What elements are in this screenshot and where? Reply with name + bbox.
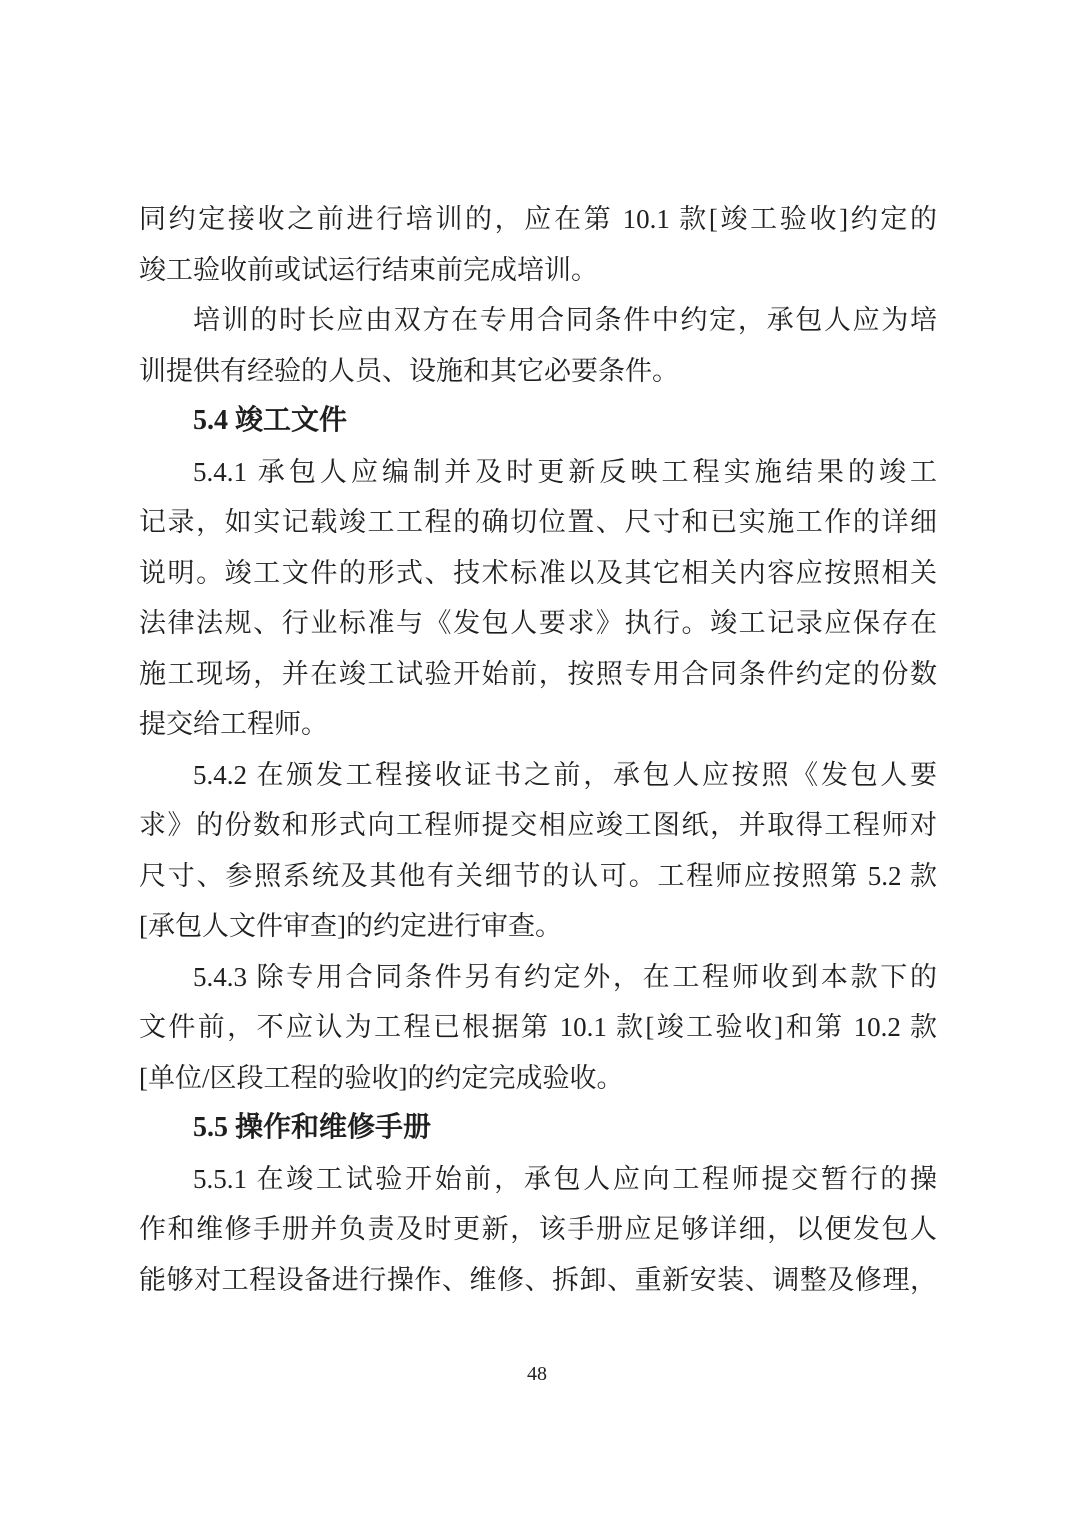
text-line: 提交给工程师。 — [139, 709, 328, 739]
document-body — [139, 194, 937, 1305]
section-heading: 5.4 竣工文件 — [193, 405, 348, 436]
text-line: 法律法规、行业标准与《发包人要求》执行。竣工记录应保存在 — [139, 608, 937, 638]
paragraph — [139, 1154, 937, 1306]
text-line: 能够对工程设备进行操作、维修、拆卸、重新安装、调整及修理， — [139, 1264, 937, 1295]
section-heading: 5.5 操作和维修手册 — [193, 1112, 432, 1143]
paragraph — [139, 447, 937, 750]
text-line: 培训的时长应由双方在专用合同条件中约定，承包人应为培 — [193, 305, 937, 335]
text-line: [承包人文件审查]的约定进行审查。 — [139, 911, 562, 941]
text-line: [单位/区段工程的验收]的约定完成验收。 — [139, 1062, 624, 1093]
text-line: 5.4.3 除专用合同条件另有约定外，在工程师收到本款下的 — [193, 961, 937, 992]
text-line: 5.4.1 承包人应编制并及时更新反映工程实施结果的竣工 — [193, 456, 937, 487]
text-line: 同约定接收之前进行培训的，应在第 10.1 款[竣工验收]约定的 — [139, 204, 937, 234]
paragraph — [139, 952, 937, 1104]
text-line: 文件前，不应认为工程已根据第 10.1 款[竣工验收]和第 10.2 款 — [139, 1012, 937, 1042]
text-line: 施工现场，并在竣工试验开始前，按照专用合同条件约定的份数 — [139, 658, 937, 689]
text-line: 5.4.2 在颁发工程接收证书之前，承包人应按照《发包人要 — [193, 759, 937, 790]
paragraph — [139, 750, 937, 952]
text-line: 作和维修手册并负责及时更新，该手册应足够详细，以便发包人 — [139, 1214, 937, 1244]
text-line: 记录，如实记载竣工工程的确切位置、尺寸和已实施工作的详细 — [139, 507, 937, 537]
text-line: 竣工验收前或试运行结束前完成培训。 — [139, 254, 598, 285]
text-line: 尺寸、参照系统及其他有关细节的认可。工程师应按照第 5.2 款 — [139, 860, 937, 891]
paragraph — [139, 295, 937, 396]
page-number: 48 — [527, 1363, 547, 1385]
text-line: 5.5.1 在竣工试验开始前，承包人应向工程师提交暂行的操 — [193, 1163, 937, 1194]
text-line: 说明。竣工文件的形式、技术标准以及其它相关内容应按照相关 — [139, 557, 937, 588]
paragraph — [139, 194, 937, 295]
text-line: 训提供有经验的人员、设施和其它必要条件。 — [139, 355, 679, 386]
text-line: 求》的份数和形式向工程师提交相应竣工图纸，并取得工程师对 — [139, 810, 937, 840]
